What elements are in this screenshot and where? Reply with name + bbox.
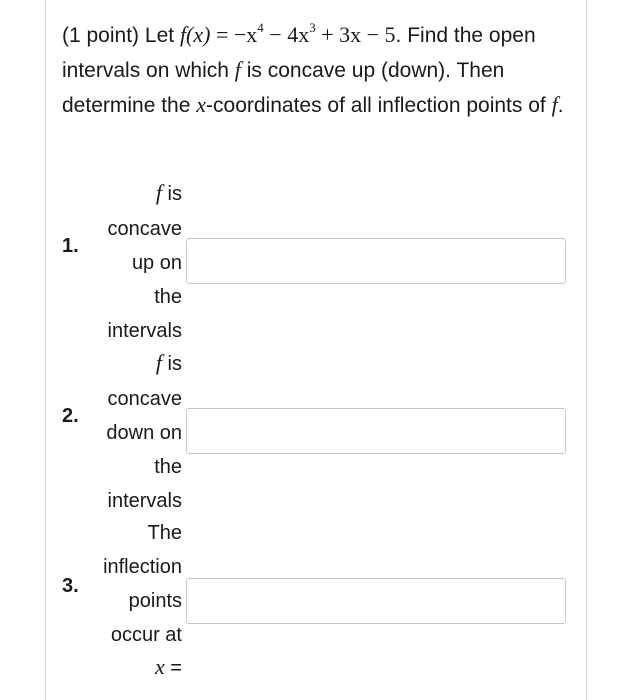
part-number: 1.: [62, 235, 79, 257]
part-label-line: up on: [131, 252, 182, 274]
mid-text: is concave up (down). Then determine the: [62, 59, 505, 117]
part-label-line: points: [128, 590, 182, 612]
f-symbol: f: [234, 57, 241, 82]
part-label-line: f is: [155, 350, 182, 375]
part-number: 3.: [62, 575, 79, 597]
part-label-line: the: [154, 456, 182, 478]
part-number: 2.: [62, 405, 79, 427]
part-label-line: intervals: [107, 320, 182, 342]
part-label-line: f is: [155, 180, 182, 205]
part-label-line: concave: [107, 218, 182, 240]
answer-input-inflection-points[interactable]: [186, 578, 566, 624]
coords-text: -coordinates of all inflection points of: [206, 94, 546, 117]
part-label-line: x =: [154, 654, 182, 679]
find-text: . Find the open intervals on which: [62, 24, 536, 82]
part-label-line: The: [147, 522, 182, 544]
answer-input-concave-down[interactable]: [186, 408, 566, 454]
part-label-line: inflection: [103, 556, 182, 578]
part-1: [62, 176, 572, 346]
let-text: Let: [144, 24, 175, 47]
part-label-line: intervals: [107, 490, 182, 512]
problem-statement: [62, 18, 572, 123]
period-text: .: [557, 94, 564, 117]
part-2: [62, 346, 572, 516]
answer-input-concave-up[interactable]: [186, 238, 566, 284]
points-label: (1 point): [62, 24, 140, 47]
part-label-line: concave: [107, 388, 182, 410]
part-label-line: occur at: [110, 624, 182, 646]
part-label-line: the: [154, 286, 182, 308]
part-label-line: down on: [106, 422, 182, 444]
part-3: [62, 516, 572, 686]
x-symbol: x: [196, 92, 207, 117]
function-expression: $f(x) = -x^4 - 4x^3 + 3x - 5$: [179, 20, 396, 47]
f-symbol-2: f: [551, 92, 558, 117]
